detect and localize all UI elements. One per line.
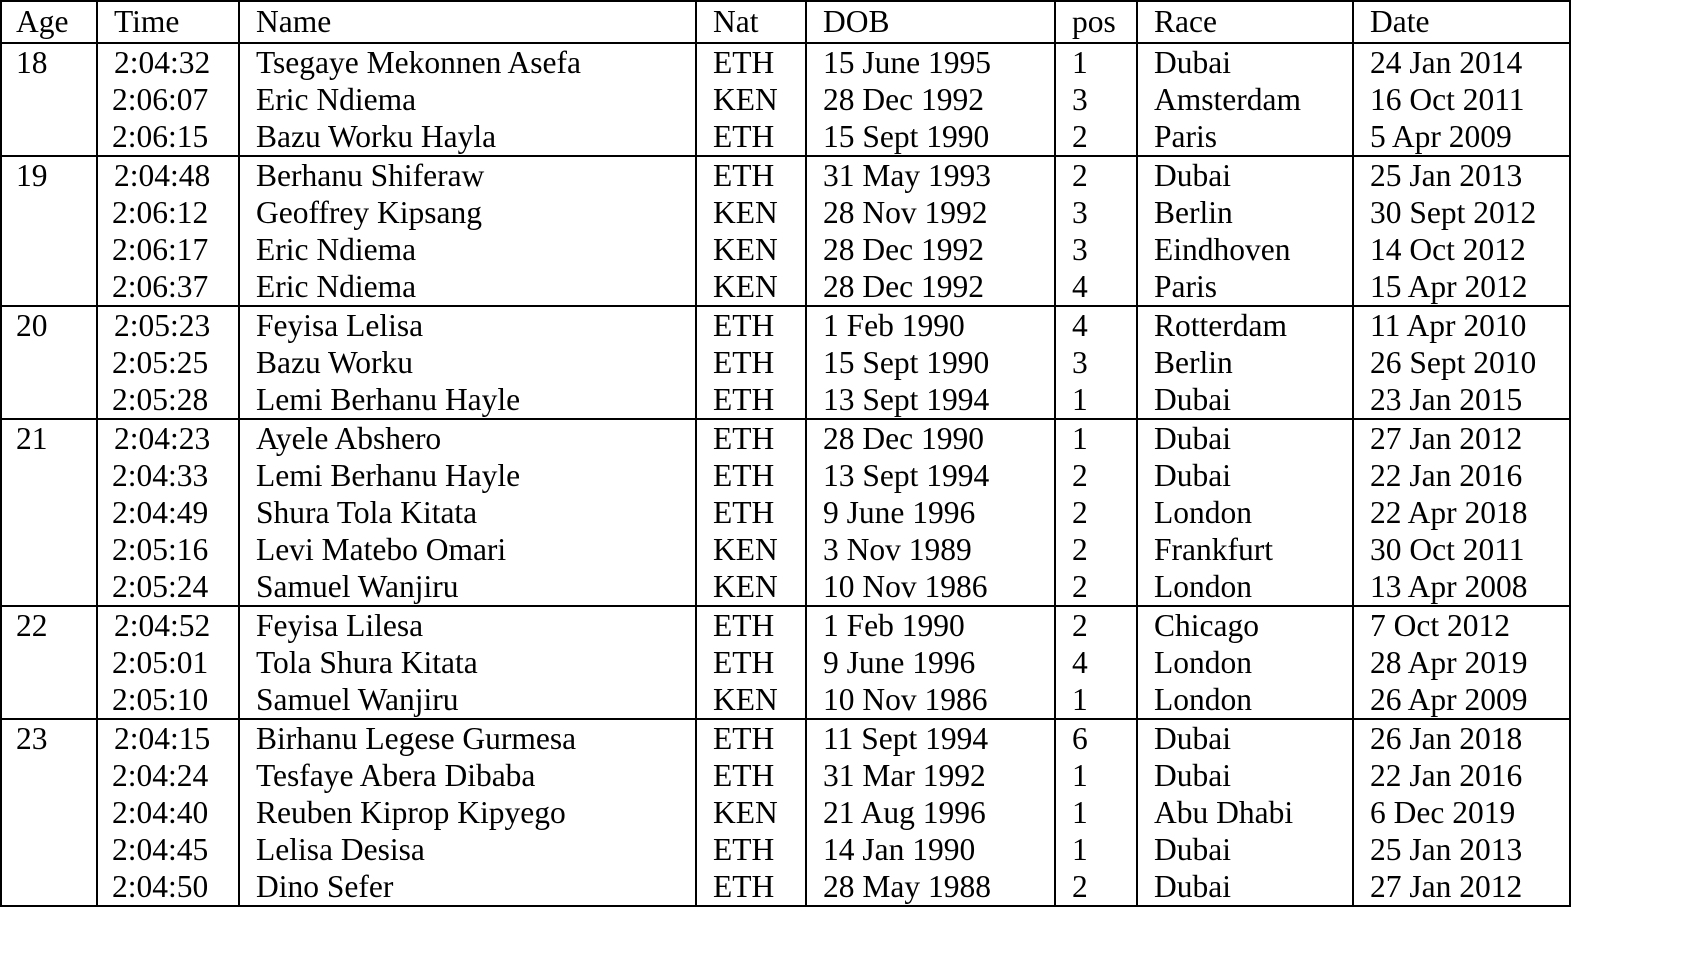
cell-nat: ETH	[696, 156, 806, 194]
cell-race: Berlin	[1137, 344, 1353, 381]
cell-nat: ETH	[696, 457, 806, 494]
cell-dob: 3 Nov 1989	[806, 531, 1055, 568]
cell-date: 30 Oct 2011	[1353, 531, 1570, 568]
cell-nat: KEN	[696, 81, 806, 118]
cell-age: 19	[1, 156, 97, 306]
cell-name: Tsegaye Mekonnen Asefa	[239, 43, 696, 81]
cell-name: Tesfaye Abera Dibaba	[239, 757, 696, 794]
table-row	[1, 268, 1570, 306]
cell-time: 2:05:28	[97, 381, 239, 419]
cell-time: 2:05:23	[97, 306, 239, 344]
cell-nat: ETH	[696, 757, 806, 794]
cell-date: 30 Sept 2012	[1353, 194, 1570, 231]
cell-dob: 9 June 1996	[806, 494, 1055, 531]
cell-pos: 2	[1055, 531, 1137, 568]
cell-time: 2:05:24	[97, 568, 239, 606]
table-row	[1, 231, 1570, 268]
cell-race: Berlin	[1137, 194, 1353, 231]
header-race: Race	[1137, 1, 1353, 43]
cell-time: 2:05:01	[97, 644, 239, 681]
cell-time: 2:04:24	[97, 757, 239, 794]
header-age: Age	[1, 1, 97, 43]
cell-dob: 28 Dec 1992	[806, 231, 1055, 268]
cell-time: 2:06:37	[97, 268, 239, 306]
cell-time: 2:06:12	[97, 194, 239, 231]
cell-race: Dubai	[1137, 457, 1353, 494]
cell-time: 2:04:33	[97, 457, 239, 494]
table-row	[1, 757, 1570, 794]
cell-pos: 2	[1055, 118, 1137, 156]
cell-race: Dubai	[1137, 43, 1353, 81]
cell-nat: KEN	[696, 231, 806, 268]
cell-date: 13 Apr 2008	[1353, 568, 1570, 606]
cell-pos: 6	[1055, 719, 1137, 757]
cell-nat: ETH	[696, 831, 806, 868]
cell-nat: KEN	[696, 681, 806, 719]
header-time: Time	[97, 1, 239, 43]
header-nat: Nat	[696, 1, 806, 43]
cell-nat: ETH	[696, 868, 806, 906]
cell-date: 22 Apr 2018	[1353, 494, 1570, 531]
cell-name: Bazu Worku	[239, 344, 696, 381]
cell-pos: 1	[1055, 43, 1137, 81]
cell-pos: 4	[1055, 644, 1137, 681]
cell-time: 2:05:16	[97, 531, 239, 568]
cell-name: Birhanu Legese Gurmesa	[239, 719, 696, 757]
cell-nat: ETH	[696, 644, 806, 681]
cell-pos: 2	[1055, 606, 1137, 644]
cell-date: 27 Jan 2012	[1353, 419, 1570, 457]
cell-race: Amsterdam	[1137, 81, 1353, 118]
table-row	[1, 494, 1570, 531]
cell-date: 11 Apr 2010	[1353, 306, 1570, 344]
cell-age: 21	[1, 419, 97, 606]
cell-date: 6 Dec 2019	[1353, 794, 1570, 831]
cell-name: Berhanu Shiferaw	[239, 156, 696, 194]
cell-dob: 15 June 1995	[806, 43, 1055, 81]
cell-name: Bazu Worku Hayla	[239, 118, 696, 156]
cell-date: 23 Jan 2015	[1353, 381, 1570, 419]
header-pos: pos	[1055, 1, 1137, 43]
cell-nat: KEN	[696, 531, 806, 568]
cell-dob: 13 Sept 1994	[806, 381, 1055, 419]
cell-pos: 3	[1055, 81, 1137, 118]
cell-time: 2:04:52	[97, 606, 239, 644]
cell-age: 18	[1, 43, 97, 156]
cell-nat: ETH	[696, 344, 806, 381]
table-row	[1, 194, 1570, 231]
cell-pos: 2	[1055, 494, 1137, 531]
cell-date: 15 Apr 2012	[1353, 268, 1570, 306]
table-body	[1, 43, 1570, 906]
cell-race: Dubai	[1137, 156, 1353, 194]
cell-nat: ETH	[696, 419, 806, 457]
table-row	[1, 568, 1570, 606]
cell-pos: 4	[1055, 306, 1137, 344]
cell-pos: 2	[1055, 457, 1137, 494]
cell-pos: 1	[1055, 831, 1137, 868]
cell-date: 25 Jan 2013	[1353, 156, 1570, 194]
table-row	[1, 344, 1570, 381]
cell-time: 2:06:07	[97, 81, 239, 118]
cell-dob: 15 Sept 1990	[806, 118, 1055, 156]
cell-dob: 31 May 1993	[806, 156, 1055, 194]
cell-pos: 1	[1055, 419, 1137, 457]
cell-race: Paris	[1137, 268, 1353, 306]
cell-age: 22	[1, 606, 97, 719]
cell-time: 2:04:40	[97, 794, 239, 831]
table-row	[1, 794, 1570, 831]
cell-date: 25 Jan 2013	[1353, 831, 1570, 868]
cell-date: 5 Apr 2009	[1353, 118, 1570, 156]
cell-name: Eric Ndiema	[239, 268, 696, 306]
cell-name: Geoffrey Kipsang	[239, 194, 696, 231]
cell-pos: 1	[1055, 381, 1137, 419]
cell-nat: KEN	[696, 268, 806, 306]
cell-age: 20	[1, 306, 97, 419]
cell-name: Reuben Kiprop Kipyego	[239, 794, 696, 831]
table-row	[1, 681, 1570, 719]
table-row	[1, 306, 1570, 344]
cell-pos: 3	[1055, 344, 1137, 381]
cell-date: 14 Oct 2012	[1353, 231, 1570, 268]
cell-dob: 28 Nov 1992	[806, 194, 1055, 231]
table-row	[1, 156, 1570, 194]
cell-date: 16 Oct 2011	[1353, 81, 1570, 118]
table-row	[1, 457, 1570, 494]
cell-nat: ETH	[696, 719, 806, 757]
cell-name: Eric Ndiema	[239, 231, 696, 268]
cell-dob: 13 Sept 1994	[806, 457, 1055, 494]
cell-name: Ayele Abshero	[239, 419, 696, 457]
cell-race: London	[1137, 568, 1353, 606]
table-row	[1, 419, 1570, 457]
cell-dob: 10 Nov 1986	[806, 568, 1055, 606]
cell-dob: 31 Mar 1992	[806, 757, 1055, 794]
cell-name: Shura Tola Kitata	[239, 494, 696, 531]
cell-nat: ETH	[696, 306, 806, 344]
cell-name: Lelisa Desisa	[239, 831, 696, 868]
cell-time: 2:04:32	[97, 43, 239, 81]
cell-time: 2:05:25	[97, 344, 239, 381]
cell-time: 2:04:45	[97, 831, 239, 868]
table-row	[1, 831, 1570, 868]
cell-dob: 28 Dec 1992	[806, 81, 1055, 118]
cell-dob: 10 Nov 1986	[806, 681, 1055, 719]
table-row	[1, 81, 1570, 118]
cell-dob: 14 Jan 1990	[806, 831, 1055, 868]
cell-race: London	[1137, 644, 1353, 681]
cell-dob: 21 Aug 1996	[806, 794, 1055, 831]
table-row	[1, 644, 1570, 681]
cell-race: Chicago	[1137, 606, 1353, 644]
cell-nat: KEN	[696, 794, 806, 831]
cell-age: 23	[1, 719, 97, 906]
cell-dob: 28 Dec 1990	[806, 419, 1055, 457]
cell-date: 7 Oct 2012	[1353, 606, 1570, 644]
cell-time: 2:04:48	[97, 156, 239, 194]
cell-date: 26 Sept 2010	[1353, 344, 1570, 381]
cell-name: Eric Ndiema	[239, 81, 696, 118]
cell-name: Tola Shura Kitata	[239, 644, 696, 681]
cell-nat: KEN	[696, 194, 806, 231]
cell-time: 2:06:15	[97, 118, 239, 156]
cell-race: Dubai	[1137, 381, 1353, 419]
cell-name: Lemi Berhanu Hayle	[239, 381, 696, 419]
cell-pos: 2	[1055, 868, 1137, 906]
table-row	[1, 43, 1570, 81]
cell-nat: KEN	[696, 568, 806, 606]
header-date: Date	[1353, 1, 1570, 43]
cell-date: 22 Jan 2016	[1353, 457, 1570, 494]
cell-pos: 3	[1055, 194, 1137, 231]
cell-nat: ETH	[696, 43, 806, 81]
cell-date: 26 Jan 2018	[1353, 719, 1570, 757]
cell-dob: 11 Sept 1994	[806, 719, 1055, 757]
table-row	[1, 118, 1570, 156]
cell-dob: 1 Feb 1990	[806, 306, 1055, 344]
cell-pos: 1	[1055, 794, 1137, 831]
cell-pos: 2	[1055, 568, 1137, 606]
cell-time: 2:04:50	[97, 868, 239, 906]
cell-pos: 2	[1055, 156, 1137, 194]
cell-race: Dubai	[1137, 419, 1353, 457]
cell-race: Dubai	[1137, 719, 1353, 757]
cell-dob: 1 Feb 1990	[806, 606, 1055, 644]
cell-nat: ETH	[696, 118, 806, 156]
table-row	[1, 606, 1570, 644]
cell-dob: 28 May 1988	[806, 868, 1055, 906]
cell-race: Dubai	[1137, 757, 1353, 794]
cell-nat: ETH	[696, 606, 806, 644]
cell-race: London	[1137, 494, 1353, 531]
cell-race: Eindhoven	[1137, 231, 1353, 268]
cell-race: Paris	[1137, 118, 1353, 156]
cell-race: Abu Dhabi	[1137, 794, 1353, 831]
header-dob: DOB	[806, 1, 1055, 43]
cell-name: Lemi Berhanu Hayle	[239, 457, 696, 494]
cell-date: 24 Jan 2014	[1353, 43, 1570, 81]
cell-race: Dubai	[1137, 831, 1353, 868]
table-header	[1, 1, 1570, 43]
cell-name: Feyisa Lilesa	[239, 606, 696, 644]
header-name: Name	[239, 1, 696, 43]
cell-nat: ETH	[696, 494, 806, 531]
cell-nat: ETH	[696, 381, 806, 419]
header-row	[1, 1, 1570, 43]
cell-date: 26 Apr 2009	[1353, 681, 1570, 719]
cell-name: Dino Sefer	[239, 868, 696, 906]
cell-pos: 1	[1055, 757, 1137, 794]
cell-pos: 3	[1055, 231, 1137, 268]
cell-dob: 28 Dec 1992	[806, 268, 1055, 306]
cell-pos: 1	[1055, 681, 1137, 719]
cell-race: Frankfurt	[1137, 531, 1353, 568]
cell-race: Dubai	[1137, 868, 1353, 906]
cell-name: Samuel Wanjiru	[239, 568, 696, 606]
cell-name: Feyisa Lelisa	[239, 306, 696, 344]
cell-race: London	[1137, 681, 1353, 719]
cell-time: 2:04:49	[97, 494, 239, 531]
cell-dob: 15 Sept 1990	[806, 344, 1055, 381]
table-row	[1, 531, 1570, 568]
cell-pos: 4	[1055, 268, 1137, 306]
cell-time: 2:04:23	[97, 419, 239, 457]
cell-time: 2:05:10	[97, 681, 239, 719]
cell-race: Rotterdam	[1137, 306, 1353, 344]
cell-time: 2:06:17	[97, 231, 239, 268]
table-row	[1, 381, 1570, 419]
cell-date: 22 Jan 2016	[1353, 757, 1570, 794]
table-row	[1, 719, 1570, 757]
cell-time: 2:04:15	[97, 719, 239, 757]
cell-name: Samuel Wanjiru	[239, 681, 696, 719]
cell-date: 28 Apr 2019	[1353, 644, 1570, 681]
cell-date: 27 Jan 2012	[1353, 868, 1570, 906]
table-row	[1, 868, 1570, 906]
cell-dob: 9 June 1996	[806, 644, 1055, 681]
cell-name: Levi Matebo Omari	[239, 531, 696, 568]
